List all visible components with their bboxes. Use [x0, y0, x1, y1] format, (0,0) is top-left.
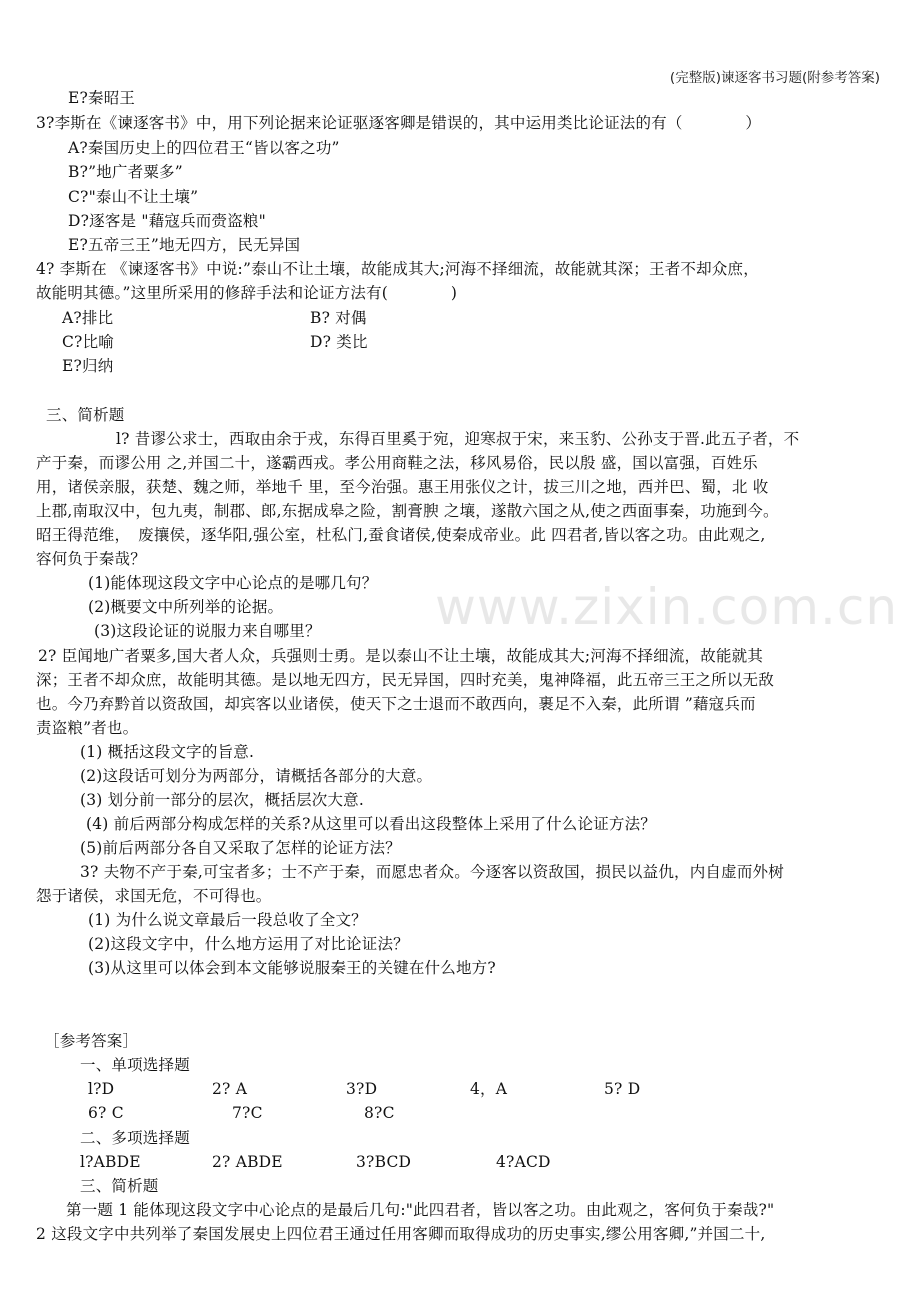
text-line: 也。今乃弃黔首以资敌国，却宾客以业诸侯，使天下之士退而不敢西向，裹足不入秦，此所谓 ”藉寇兵而 [36, 695, 756, 713]
text-line: C?比喻 [62, 333, 114, 351]
text-line: B?”地广者粟多” [68, 163, 183, 181]
text-line: E?秦昭王 [68, 89, 136, 107]
answer-item: 6? C [88, 1104, 124, 1122]
text-line: 故能明其德。”这里所采用的修辞手法和论证方法有( ) [36, 284, 458, 302]
text-line: E?五帝三王”地无四方，民无异国 [68, 236, 301, 254]
text-line: 责盗粮”者也。 [36, 719, 139, 737]
text-line: A?排比 [62, 309, 114, 327]
text-line: (3)这段论证的说服力来自哪里？ [94, 622, 321, 640]
section-heading: 一、单项选择题 [80, 1056, 190, 1074]
text-line: (1) 为什么说文章最后一段总收了全文？ [88, 911, 367, 929]
answers-heading: ［参考答案］ [44, 1032, 139, 1050]
answer-item: 5? D [604, 1080, 641, 1098]
section-heading: 三、简析题 [80, 1177, 159, 1195]
answer-item: 7?C [232, 1104, 263, 1122]
text-line: 昭王得范维， 废攘侯，逐华阳,强公室，杜私门,蚕食诸侯,使秦成帝业。此 四君者,皆以客之功。由此观之, [36, 526, 766, 544]
answer-item: 8?C [364, 1104, 395, 1122]
text-line: B? 对偶 [310, 309, 367, 327]
text-line: (2)概要文中所列举的论据。 [88, 598, 284, 616]
watermark: www.zixin.com.cn [435, 578, 899, 636]
text-line: (1)能体现这段文字中心论点的是哪几句？ [88, 574, 378, 592]
text-line: 3? 夫物不产于秦,可宝者多；士不产于秦，而愿忠者众。今逐客以资敌国，损民以益仇，内自虚而外树 [80, 863, 784, 881]
text-line: 怨于诸侯，求国无危，不可得也。 [36, 887, 272, 905]
answer-item: 2? ABDE [212, 1153, 283, 1171]
text-line: D?逐客是 "藉寇兵而赍盗粮" [68, 212, 266, 230]
text-line: 3?李斯在《谏逐客书》中，用下列论据来论证驱逐客卿是错误的，其中运用类比论证法的有（ ） [36, 114, 762, 132]
text-line: (2)这段文字中，什么地方运用了对比论证法？ [88, 935, 409, 953]
answer-item: l?ABDE [80, 1153, 141, 1171]
answer-item: 2? A [212, 1080, 248, 1098]
answer-item: 4，A [470, 1080, 508, 1098]
text-line: E?归纳 [62, 357, 114, 375]
text-line: (4) 前后两部分构成怎样的关系?从这里可以看出这段整体上采用了什么论证方法？ [86, 815, 656, 833]
section-heading: 三、简析题 [46, 406, 125, 424]
section-heading: 二、多项选择题 [80, 1129, 190, 1147]
text-line: 4? 李斯在 《谏逐客书》中说:”泰山不让土壤，故能成其大;河海不择细流，故能就其深；王者不却众庶， [36, 260, 759, 278]
text-line: 深；王者不却众庶，故能明其德。是以地无四方，民无异国，四时充美，鬼神降福，此五帝三王之所以无敌 [36, 671, 774, 689]
text-line: 用，诸侯亲服，获楚、魏之师，举地千 里，至今治强。惠王用张仪之计，拔三川之地，西并巴、蜀，北 收 [36, 478, 769, 496]
text-line: (5)前后两部分各自又采取了怎样的论证方法？ [80, 839, 401, 857]
page-header: (完整版)谏逐客书习题(附参考答案) [669, 70, 880, 86]
text-line: l? 昔谬公求士，西取由余于戎，东得百里奚于宛，迎寒叔于宋，来玉豹、公孙支于晋.此五子者，不 [116, 430, 800, 448]
text-line: 产于秦，而谬公用 之,并国二十，遂霸西戎。孝公用商鞋之法，移风易俗，民以殷 盛，国以富强，百姓乐 [36, 454, 758, 472]
text-line: (3)从这里可以体会到本文能够说服秦王的关键在什么地方? [88, 959, 496, 977]
text-line: C?"泰山不让土壤” [68, 188, 199, 206]
text-line: (1) 概括这段文字的旨意. [80, 743, 255, 761]
answer-item: 4?ACD [496, 1153, 551, 1171]
text-line: 2 这段文字中共列举了秦国发展史上四位君王通过任用客卿而取得成功的历史事实,缪公用客卿,”并国二十, [36, 1225, 766, 1243]
text-line: (3) 划分前一部分的层次，概括层次大意. [80, 791, 365, 809]
text-line: A?秦国历史上的四位君王“皆以客之功” [68, 139, 340, 157]
answer-item: 3?D [346, 1080, 378, 1098]
text-line: D? 类比 [310, 333, 368, 351]
text-line: 容何负于秦哉？ [36, 550, 146, 568]
text-line: 2? 臣闻地广者粟多,国大者人众，兵强则士勇。是以泰山不让土壤，故能成其大;河海不择细流，故能就其 [38, 647, 764, 665]
text-line: 第一题 1 能体现这段文字中心论点的是最后几句:"此四君者，皆以客之功。由此观之，客何负于秦哉?" [66, 1201, 775, 1219]
answer-item: 3?BCD [356, 1153, 412, 1171]
text-line: 上郡,南取汉中，包九夷，制郡、郎,东据成皋之险，割膏腴 之壤，遂散六国之从,使之西面事秦，功施到今。 [36, 502, 779, 520]
text-line: (2)这段话可划分为两部分，请概括各部分的大意。 [80, 767, 433, 785]
answer-item: l?D [88, 1080, 115, 1098]
